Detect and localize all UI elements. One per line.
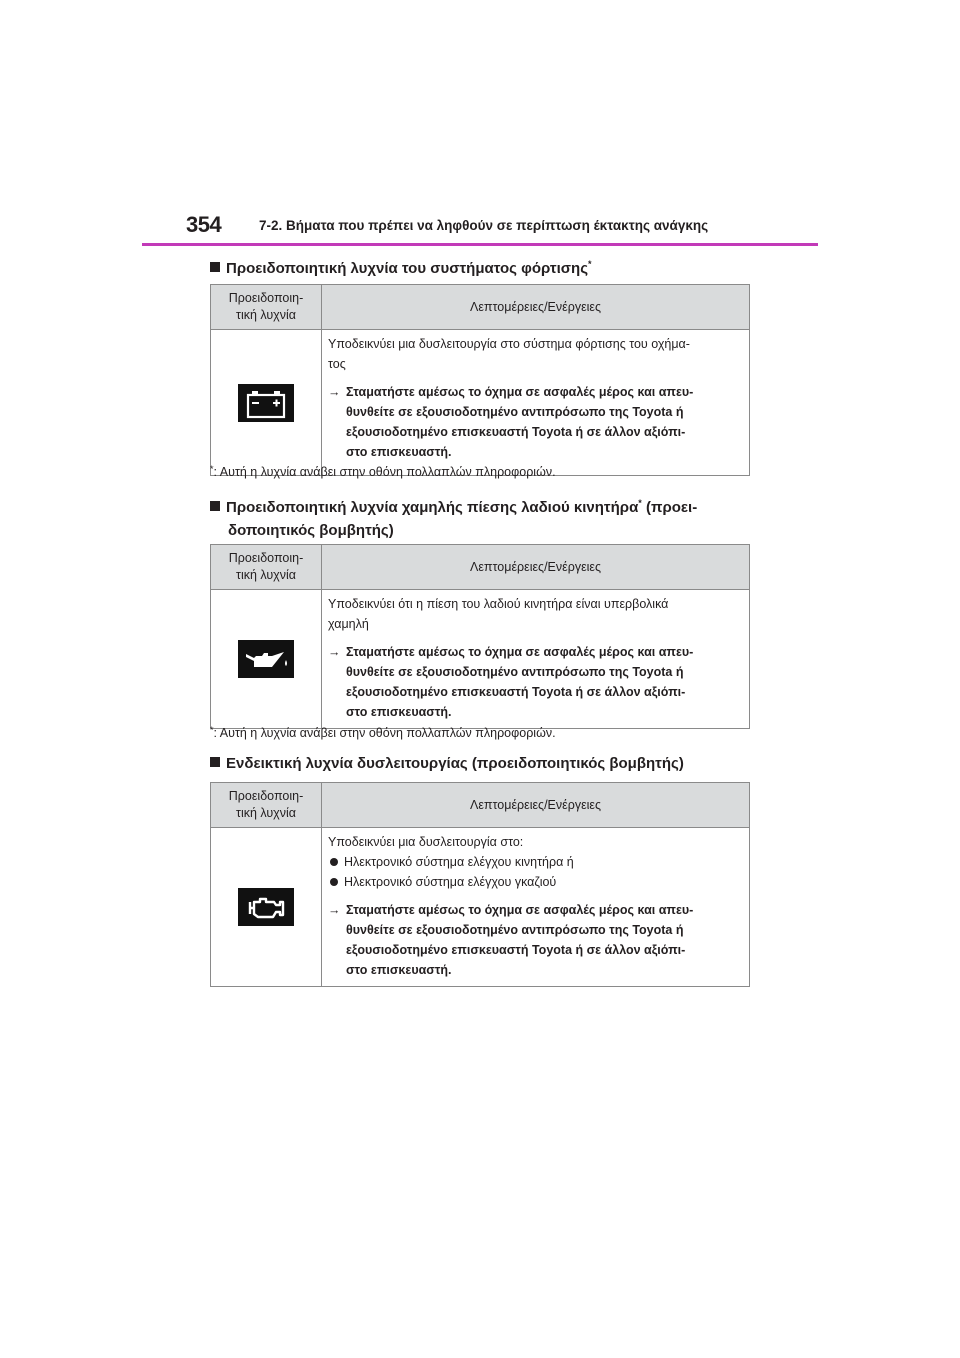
icon-cell (211, 330, 322, 476)
arrow-right-icon: → (328, 903, 341, 917)
heading-text: Ενδεικτική λυχνία δυσλειτουργίας (προειδοποιητικός βομβητής) (226, 755, 684, 772)
description-line: Υποδεικνύει ότι η πίεση του λαδιού κινητήρα είναι υπερβολικά (328, 597, 669, 611)
heading-text: (προει- (641, 499, 698, 516)
col-header-light: Προειδοποιη- τική λυχνία (211, 285, 322, 330)
description-line: χαμηλή (328, 617, 369, 631)
heading-asterisk: * (638, 498, 642, 508)
warning-table-malfunction (210, 782, 750, 987)
battery-icon (238, 384, 294, 422)
footnote: *: Αυτή η λυχνία ανάβει στην οθόνη πολλαπλών πληροφοριών. (210, 725, 556, 740)
details-cell (322, 828, 750, 987)
warning-table-charging (210, 284, 750, 476)
icon-cell (211, 590, 322, 729)
footnote: *: Αυτή η λυχνία ανάβει στην οθόνη πολλαπλών πληροφοριών. (210, 464, 556, 479)
col-header-details: Λεπτομέρειες/Ενέργειες (322, 285, 750, 330)
heading-asterisk: * (588, 259, 592, 269)
warning-table-oil (210, 544, 750, 729)
section-heading-malfunction (210, 752, 684, 775)
square-bullet-icon (210, 501, 220, 511)
heading-text: Προειδοποιητική λυχνία χαμηλής πίεσης λαδιού κινητήρα (226, 499, 639, 516)
action-instruction: → Σταματήστε αμέσως το όχημα σε ασφαλές μέρος και απευ- θυνθείτε σε εξουσιοδοτημένο αντιπρόσωπο της Toyota ή εξουσιοδοτημένο επισκευαστή Toyota ή σε άλλον αξιόπι- στο επισκευαστή. (328, 382, 743, 462)
details-cell (322, 330, 750, 476)
section-heading-oil (210, 492, 697, 542)
square-bullet-icon (210, 757, 220, 767)
page-number: 354 (186, 212, 222, 237)
action-instruction: → Σταματήστε αμέσως το όχημα σε ασφαλές μέρος και απευ- θυνθείτε σε εξουσιοδοτημένο αντιπρόσωπο της Toyota ή εξουσιοδοτημένο επισκευαστή Toyota ή σε άλλον αξιόπι- στο επισκευαστή. (328, 900, 743, 980)
heading-text: δοποιητικός βομβητής) (228, 522, 394, 539)
col-header-light: Προειδοποιη- τική λυχνία (211, 545, 322, 590)
arrow-right-icon: → (328, 385, 341, 399)
section-heading-charging (210, 253, 592, 280)
description-line: Υποδεικνύει μια δυσλειτουργία στο: (328, 835, 524, 849)
description-line: Υποδεικνύει μια δυσλειτουργία στο σύστημα φόρτισης του οχήμα- (328, 337, 690, 351)
oil-can-icon (238, 640, 294, 678)
list-item: Ηλεκτρονικό σύστημα ελέγχου κινητήρα ή (328, 852, 743, 872)
header-rule (142, 243, 818, 246)
bullet-dot-icon (330, 878, 338, 886)
details-cell (322, 590, 750, 729)
heading-text: Προειδοποιητική λυχνία του συστήματος φόρτισης (226, 260, 588, 277)
bullet-dot-icon (330, 858, 338, 866)
square-bullet-icon (210, 262, 220, 272)
chapter-title: 7-2. Βήματα που πρέπει να ληφθούν σε περίπτωση έκτακτης ανάγκης (259, 218, 709, 233)
engine-icon (238, 888, 294, 926)
list-item: Ηλεκτρονικό σύστημα ελέγχου γκαζιού (328, 872, 743, 892)
icon-cell (211, 828, 322, 987)
action-instruction: → Σταματήστε αμέσως το όχημα σε ασφαλές μέρος και απευ- θυνθείτε σε εξουσιοδοτημένο αντιπρόσωπο της Toyota ή εξουσιοδοτημένο επισκευαστή Toyota ή σε άλλον αξιόπι- στο επισκευαστή. (328, 642, 743, 722)
col-header-light: Προειδοποιη- τική λυχνία (211, 783, 322, 828)
col-header-details: Λεπτομέρειες/Ενέργειες (322, 783, 750, 828)
arrow-right-icon: → (328, 645, 341, 659)
description-line: τος (328, 357, 346, 371)
col-header-details: Λεπτομέρειες/Ενέργειες (322, 545, 750, 590)
